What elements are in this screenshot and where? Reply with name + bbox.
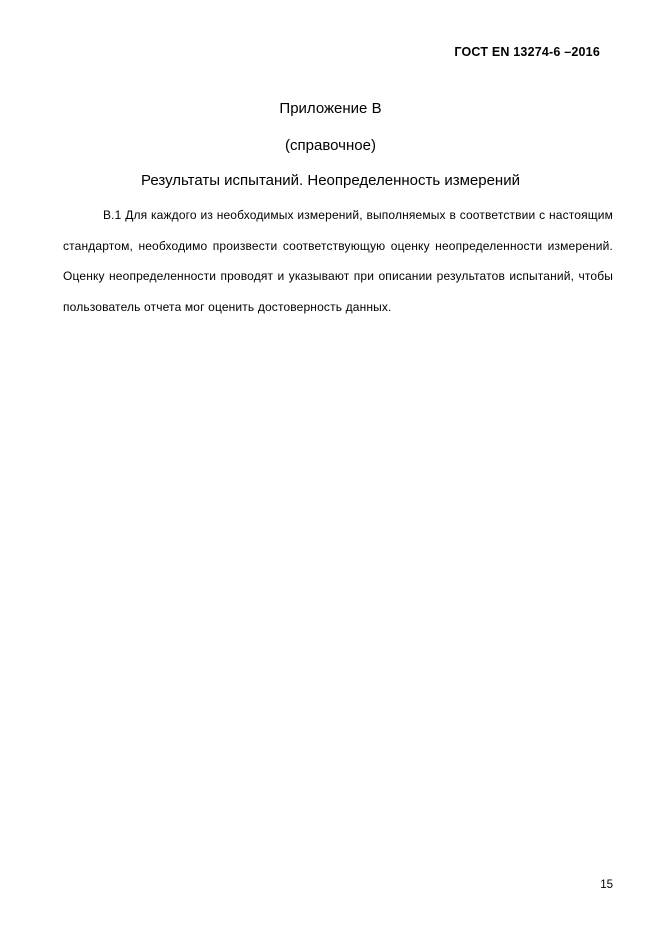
section-title: Результаты испытаний. Неопределенность измерений xyxy=(141,172,520,189)
annex-title: Приложение В xyxy=(279,100,382,117)
paragraph-b1: В.1 Для каждого из необходимых измерений, выполняемых в соответствии с настоящим стандартом, необходимо произвести соответствующую оценку неопределенности измерений. Оценку неопределенности проводят и указывают при описании результатов испытаний, чтобы пользователь отчета мог оценить достоверность данных. xyxy=(63,208,613,314)
page-number: 15 xyxy=(600,879,613,891)
document-code: ГОСТ EN 13274-6 –2016 xyxy=(454,45,600,59)
annex-type: (справочное) xyxy=(285,137,376,154)
